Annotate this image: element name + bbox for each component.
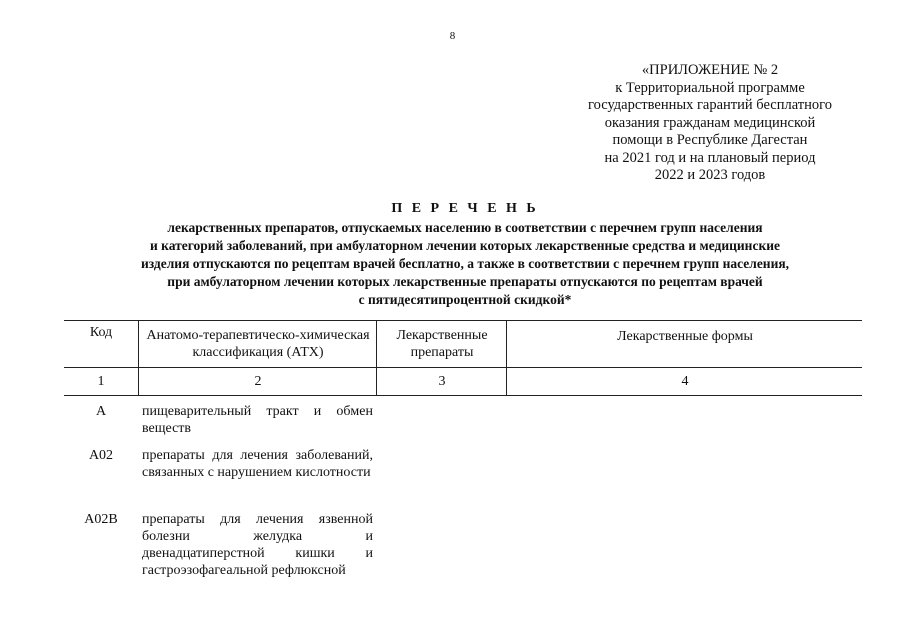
appendix-line: 2022 и 2023 годов — [654, 167, 766, 183]
numbering-cell: 1 — [97, 374, 105, 389]
header-atc: Анатомо-терапевтическо-химическая классификация (АТХ) — [146, 328, 370, 360]
row-atc-description: препараты для лечения язвенной болезни желудка и двенадцатиперстной кишки и гастроэзофагеальной рефлюксной — [142, 512, 373, 578]
row-atc-description: препараты для лечения заболеваний, связанных с нарушением кислотности — [142, 448, 373, 480]
column-divider — [376, 320, 377, 395]
appendix-line: «ПРИЛОЖЕНИЕ № 2 — [641, 62, 779, 78]
numbering-cell: 2 — [254, 374, 262, 389]
appendix-line: оказания гражданам медицинской — [604, 114, 816, 131]
appendix-line: помощи в Республике Дагестан — [612, 132, 808, 148]
title-line: и категорий заболеваний, при амбулаторном лечении которых лекарственные средства и медицинские — [150, 238, 780, 253]
row-atc-description: пищеварительный тракт и обмен веществ — [142, 404, 373, 436]
appendix-header — [560, 62, 860, 185]
title-line: с пятидесятипроцентной скидкой* — [358, 292, 572, 307]
title-line: при амбулаторном лечении которых лекарственные препараты отпускаются по рецептам врачей — [167, 274, 763, 289]
table-numbering-divider — [64, 395, 862, 396]
document-title — [90, 200, 840, 309]
numbering-cell: 4 — [681, 374, 689, 389]
appendix-line: к Территориальной программе — [615, 79, 805, 96]
header-drugs: Лекарственные препараты — [396, 328, 488, 360]
appendix-line: государственных гарантий бесплатного — [588, 97, 832, 113]
row-code: А02В — [84, 512, 118, 527]
row-code: А — [95, 404, 107, 419]
appendix-line: на 2021 год и на плановый период — [604, 149, 816, 166]
title-line: изделия отпускаются по рецептам врачей бесплатно, а также в соответствии с перечнем групп населения, — [140, 256, 790, 271]
header-forms: Лекарственные формы — [617, 328, 753, 344]
page-number: 8 — [449, 30, 456, 42]
title-line: лекарственных препаратов, отпускаемых населению в соответствии с перечнем групп населения — [167, 220, 763, 235]
column-divider — [506, 320, 507, 395]
row-code: А02 — [88, 448, 114, 463]
column-divider — [138, 320, 139, 395]
title-heading: П Е Р Е Ч Е Н Ь — [391, 201, 539, 216]
header-code: Код — [89, 325, 113, 340]
numbering-cell: 3 — [438, 374, 446, 389]
